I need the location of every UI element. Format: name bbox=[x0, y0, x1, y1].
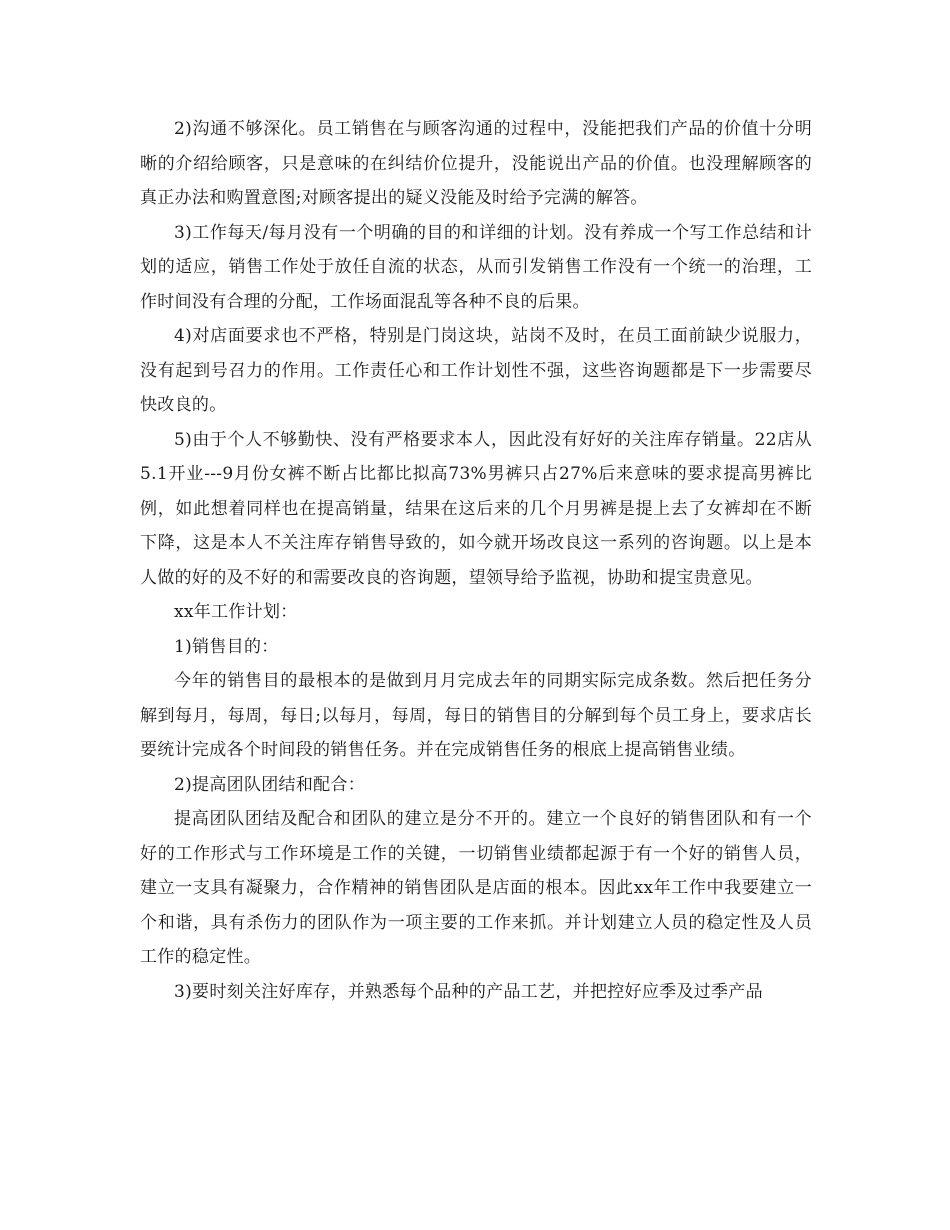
paragraph-work-plan: 3)工作每天/每月没有一个明确的目的和详细的计划。没有养成一个写工作总结和计划的适应，销售工作处于放任自流的状态，从而引发销售工作没有一个统一的治理，工作时间没有合理的分配，工作场面混乱等各种不良的后果。 bbox=[140, 222, 812, 312]
subheading-team-cooperation: 2)提高团队团结和配合： bbox=[174, 774, 366, 795]
section-heading-yearly-plan: xx年工作计划： bbox=[174, 602, 298, 622]
paragraph-sales-target: 今年的销售目的最根本的是做到月月完成去年的同期实际完成条数。然后把任务分解到每月，每周，每日;以每月，每周，每日的销售目的分解到每个员工身上，要求店长要统计完成各个时间段的销售任务。并在完成销售任务的根底上提高销售业绩。 bbox=[140, 671, 812, 760]
paragraph-inventory-sales: 5)由于个人不够勤快、没有严格要求本人，因此没有好好的关注库存销量。22店从5.1开业---9月份女裤不断占比都比拟高73%男裤只占27%后来意味的要求提高男裤比例，如此想着同样也在提高销量，结果在这后来的几个月男裤是提上去了女裤却在不断下降，这是本人不关注库存销售导致的，如今就开场改良这一系列的咨询题。以上是本人做的好的及不好的和需要改良的咨询题，望领导给予监视，协助和提宝贵意见。 bbox=[140, 429, 812, 588]
paragraph-communication: 2)沟通不够深化。员工销售在与顾客沟通的过程中，没能把我们产品的价值十分明晰的介绍给顾客，只是意味的在纠结价位提升，没能说出产品的价值。也没理解顾客的真正办法和购置意图;对顾客提出的疑义没能及时给予完满的解答。 bbox=[140, 119, 812, 208]
paragraph-store-requirements: 4)对店面要求也不严格，特别是门岗这块，站岗不及时，在员工面前缺少说服力，没有起到号召力的作用。工作责任心和工作计划性不强，这些咨询题都是下一步需要尽快改良的。 bbox=[140, 326, 812, 415]
paragraph-inventory-focus: 3)要时刻关注好库存，并熟悉每个品种的产品工艺，并把控好应季及过季产品 bbox=[174, 981, 763, 1002]
subheading-sales-target: 1)销售目的： bbox=[174, 636, 279, 657]
paragraph-team-cooperation: 提高团队团结及配合和团队的建立是分不开的。建立一个良好的销售团队和有一个好的工作形式与工作环境是工作的关键，一切销售业绩都起源于有一个好的销售人员，建立一支具有凝聚力，合作精神的销售团队是店面的根本。因此xx年工作中我要建立一个和谐，具有杀伤力的团队作为一项主要的工作来抓。并计划建立人员的稳定性及人员工作的稳定性。 bbox=[140, 809, 812, 967]
document-page bbox=[140, 112, 812, 1009]
